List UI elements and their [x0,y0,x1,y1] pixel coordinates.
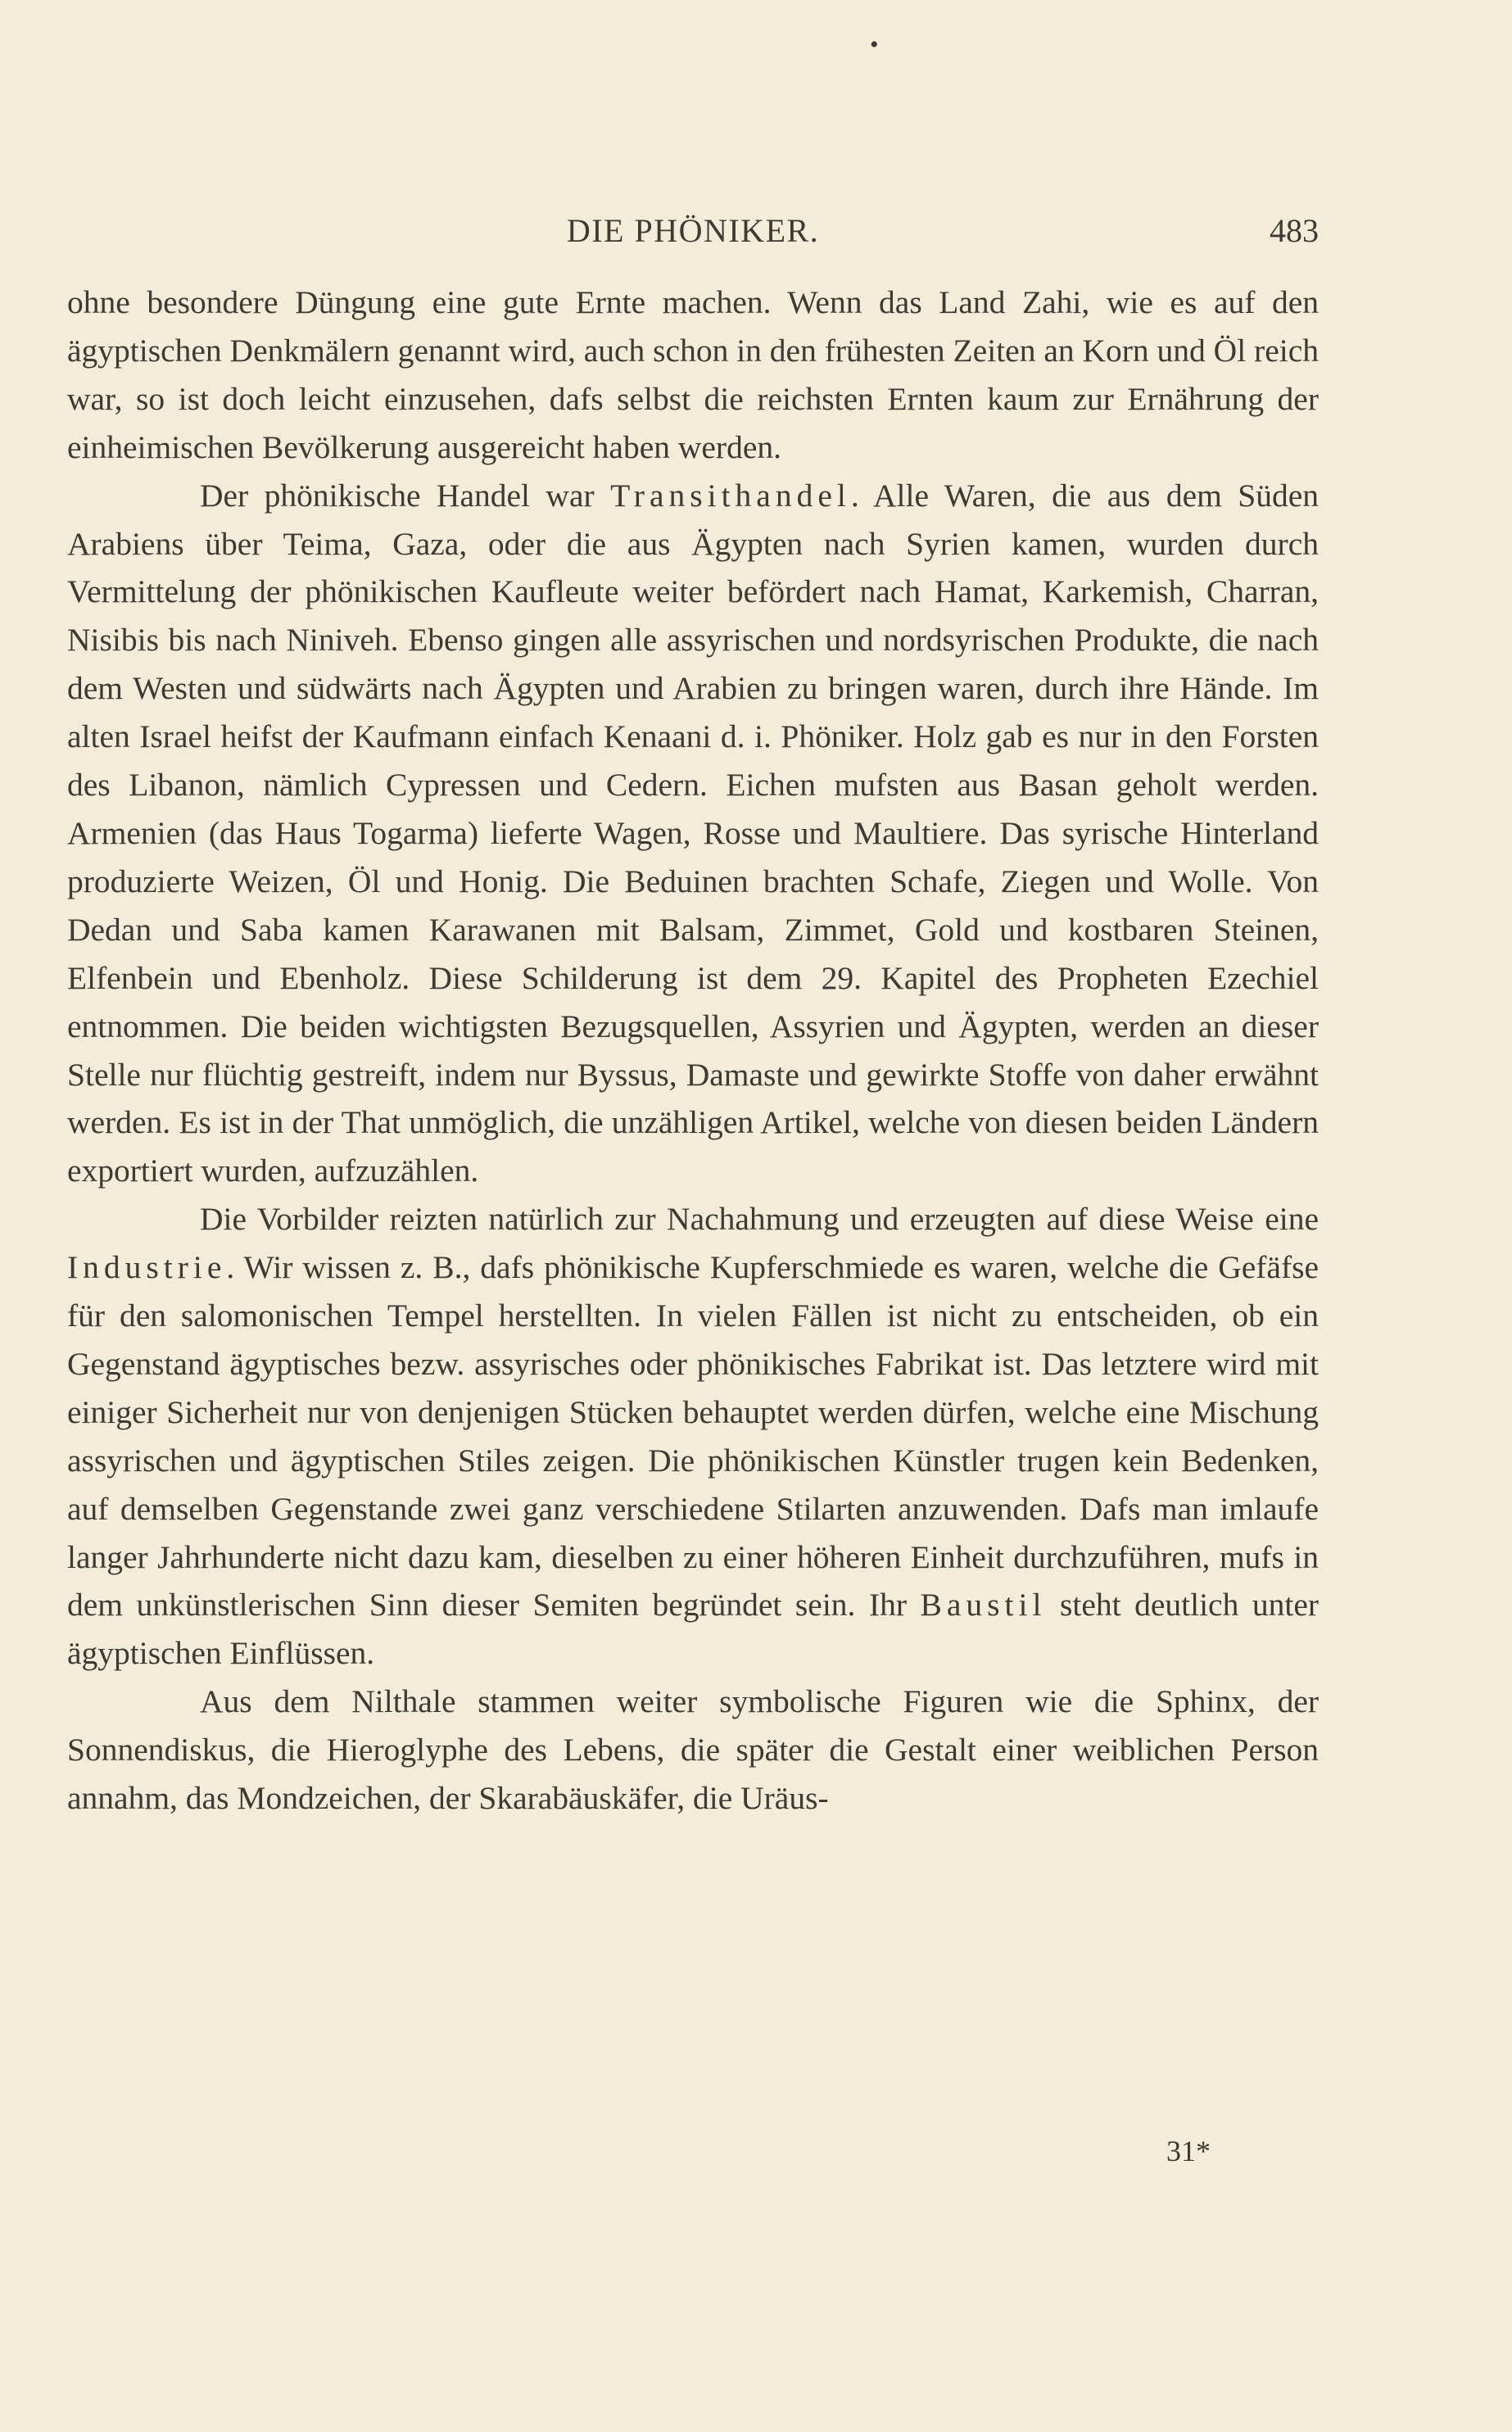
paragraph-text: . Alle Waren, die aus dem Süden Arabiens über Teima, Gaza, oder die aus Ägypten nach Syrien kamen, wurden durch Vermittelung der phönikischen Kaufleute weiter befördert nach Hamat, Karkemish, Charran, Nisibis bis nach Niniveh. Ebenso gingen alle assyrischen und nordsyrischen Produkte, die nach dem Westen und südwärts nach Ägypten und Arabien zu bringen waren, durch ihre Hände. Im alten Israel heifst der Kaufmann einfach Kenaani d. i. Phöniker. Holz gab es nur in den Forsten des Libanon, nämlich Cypressen und Cedern. Eichen mufsten aus Basan geholt werden. Armenien (das Haus Togarma) lieferte Wagen, Rosse und Maultiere. Das syrische Hinterland produzierte Weizen, Öl und Honig. Die Beduinen brachten Schafe, Ziegen und Wolle. Von Dedan und Saba kamen Karawanen mit Balsam, Zimmet, Gold und kostbaren Steinen, Elfenbein und Ebenholz. Diese Schilderung ist dem 29. Kapitel des Propheten Ezechiel entnommen. Die beiden wichtigsten Bezugsquellen, Assyrien und Ägypten, werden an dieser Stelle nur flüchtig gestreift, indem nur Byssus, Damaste und gewirkte Stoffe von daher erwähnt werden. Es ist in der That unmöglich, die unzähligen Artikel, welche von diesen beiden Ländern exportiert wurden, aufzuzählen. [67,477,1319,1189]
printer-signature: 31* [1166,2135,1211,2167]
paragraph-4 [67,1678,1319,1823]
paragraph-text: ohne besondere Düngung eine gute Ernte machen. Wenn das Land Zahi, wie es auf den ägyptischen Denkmälern genannt wird, auch schon in den frühesten Zeiten an Korn und Öl reich war, so ist doch leicht einzusehen, dafs selbst die reichsten Ernten kaum zur Ernährung der einheimischen Bevölkerung ausgereicht haben werden. [67,284,1319,465]
paragraph-1 [67,279,1319,472]
spaced-term-transithandel: Transithandel [610,477,851,514]
print-mark: • [870,31,879,58]
body-text [67,279,1319,1823]
spaced-term-industrie: Industrie [67,1249,227,1286]
paragraph-text: . Wir wissen z. B., dafs phönikische Kupferschmiede es waren, welche die Gefäfse für den salomonischen Tempel herstellten. In vielen Fällen ist nicht zu entscheiden, ob ein Gegenstand ägyptisches bezw. assyrisches oder phönikisches Fabrikat ist. Das letztere wird mit einiger Sicherheit nur von denjenigen Stücken behauptet werden dürfen, welche eine Mischung assyrischen und ägyptischen Stiles zeigen. Die phönikischen Künstler trugen kein Bedenken, auf demselben Gegenstande zwei ganz verschiedene Stilarten anzuwenden. Dafs man imlaufe langer Jahrhunderte nicht dazu kam, dieselben zu einer höheren Einheit durchzuführen, mufs in dem unkünstlerischen Sinn dieser Semiten begründet sein. Ihr [67,1249,1319,1624]
page-number: 483 [1270,212,1319,249]
paragraph-3 [67,1195,1319,1678]
running-title: DIE PHÖNIKER. [566,212,820,249]
paragraph-text: Der phönikische Handel war [200,477,611,514]
page-header [67,211,1319,260]
paragraph-text: Die Vorbilder reizten natürlich zur Nachahmung und erzeugten auf diese Weise eine [200,1201,1319,1238]
paragraph-text: steht deutlich unter ägyptischen Einflüssen. [67,1587,1319,1672]
paragraph-2 [67,472,1319,1196]
spaced-term-baustil: Baustil [920,1587,1047,1624]
paragraph-text: Aus dem Nilthale stammen weiter symbolische Figuren wie die Sphinx, der Sonnendiskus, die Hieroglyphe des Lebens, die später die Gestalt einer weiblichen Person annahm, das Mondzeichen, der Skarabäuskäfer, die Uräus- [67,1683,1319,1817]
